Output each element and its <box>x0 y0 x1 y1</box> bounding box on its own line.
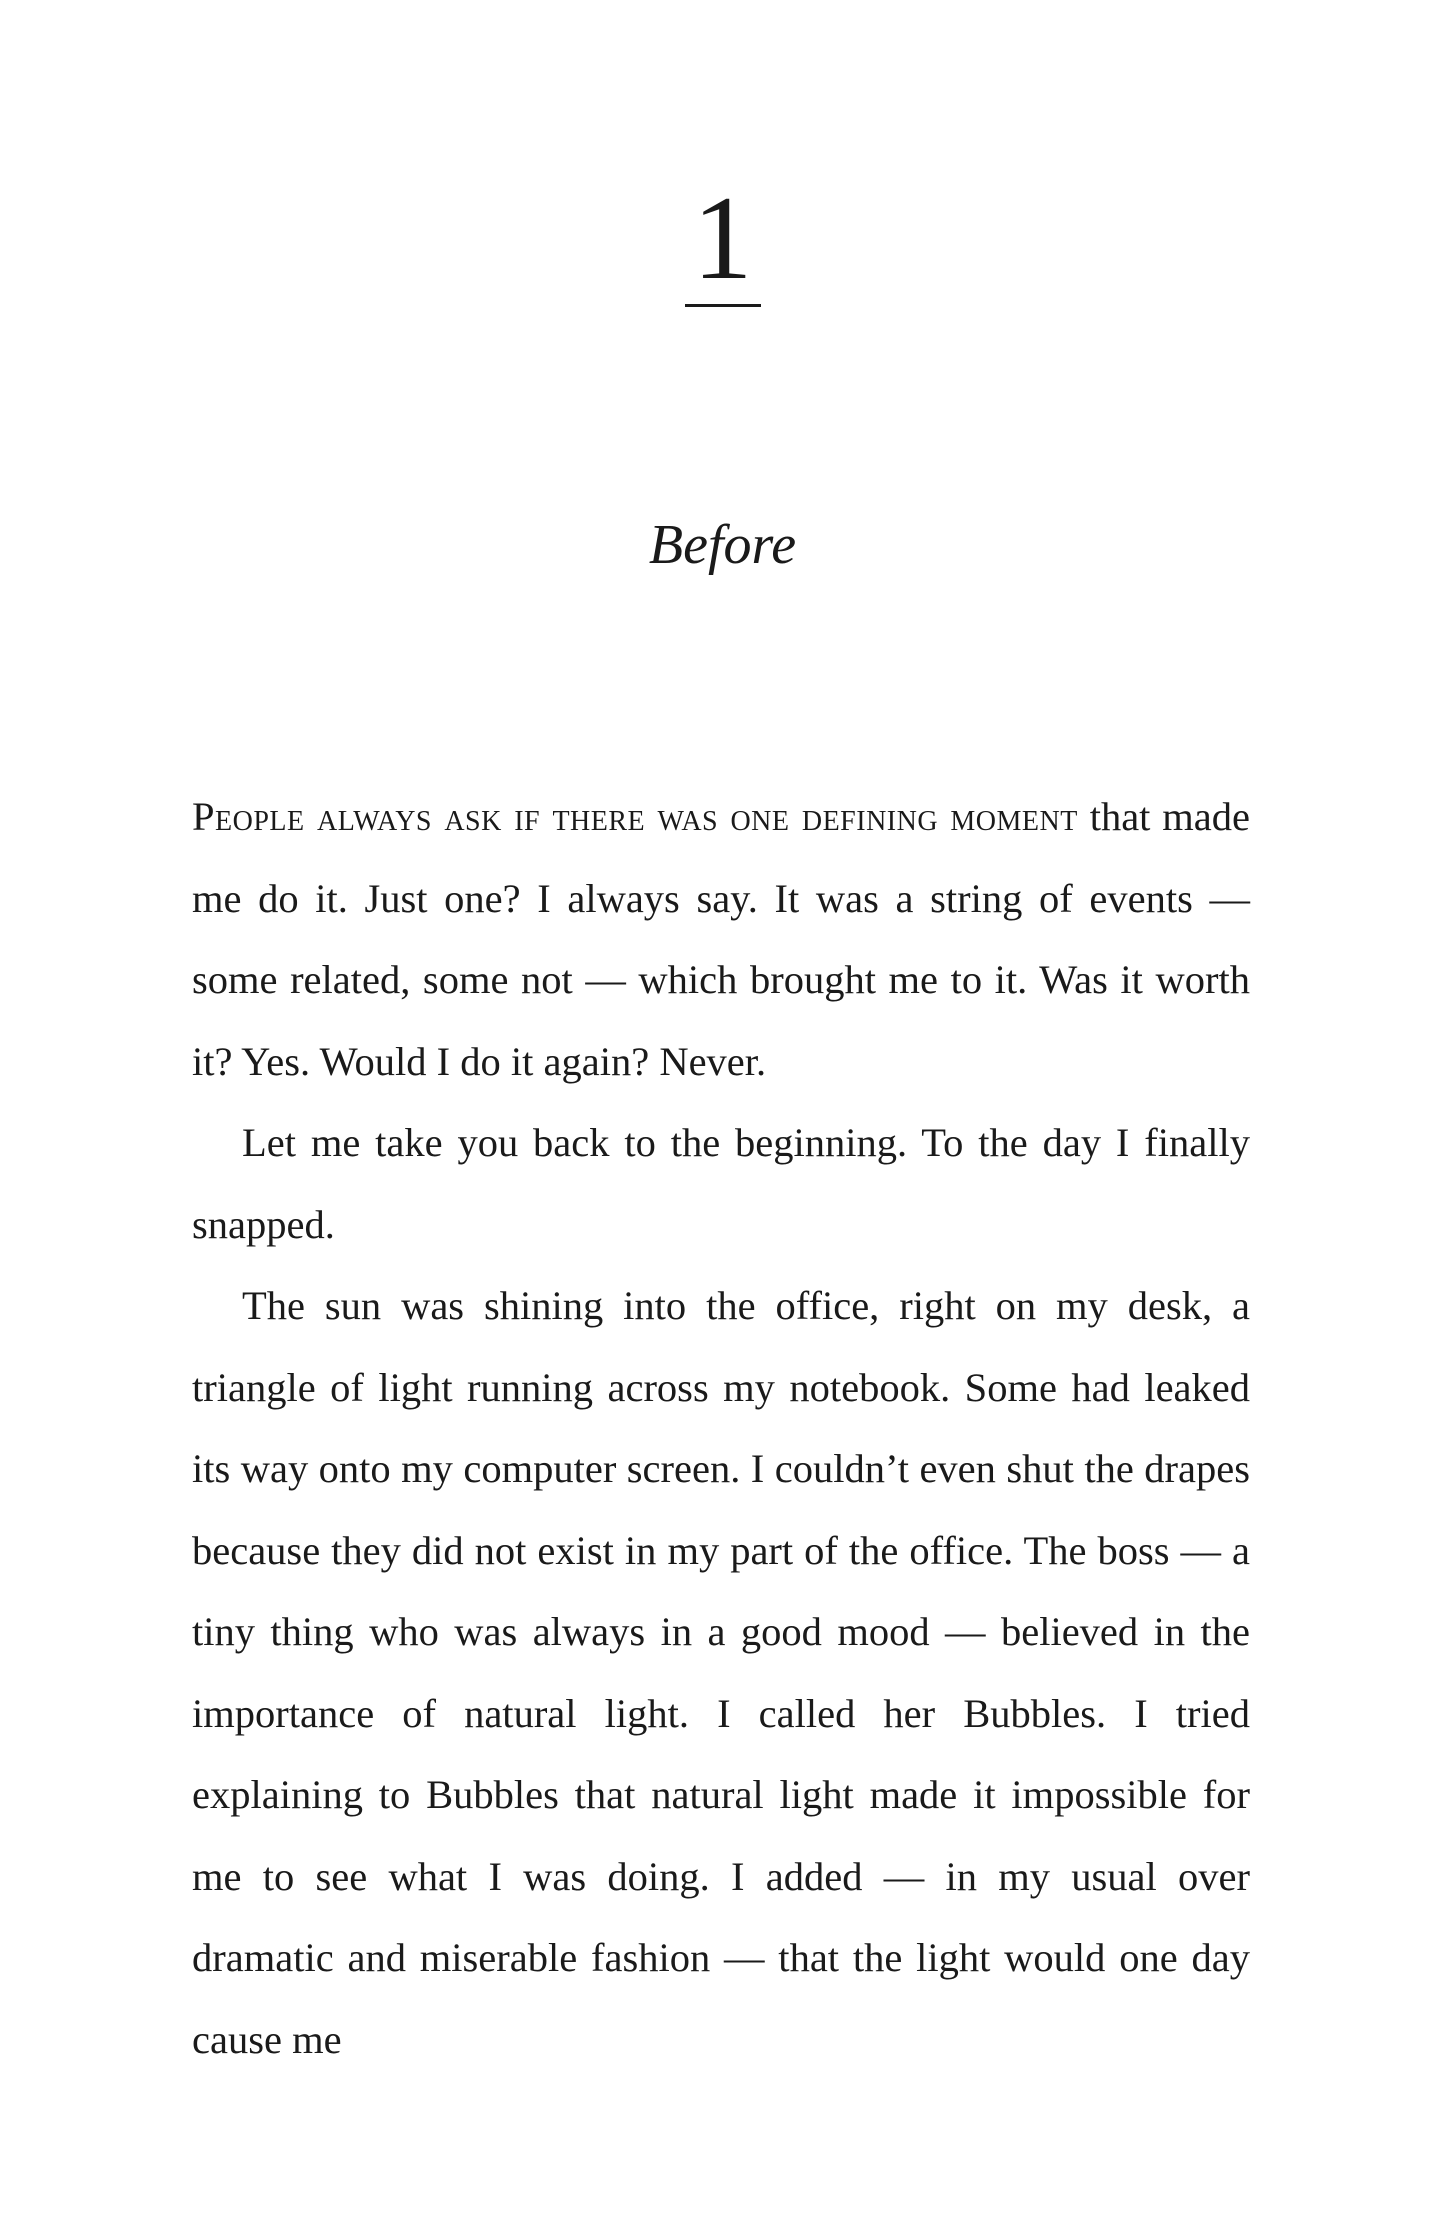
chapter-number-text: 1 <box>685 178 761 307</box>
chapter-title: Before <box>648 514 797 576</box>
paragraph-1 <box>192 776 1250 1102</box>
paragraph-3: The sun was shining into the office, right on my desk, a triangle of light running across my notebook. Some had leaked its way onto my computer screen. I couldn’t even shut the drapes because they did not exist in my part of the office. The boss — a tiny thing who was always in a good mood — believed in the importance of natural light. I called her Bubbles. I tried explaining to Bubbles that natural light made it impossible for me to see what I was doing. I added — in my usual over dramatic and miserable fashion — that the light would one day cause me <box>192 1283 1250 2062</box>
paragraph-2: Let me take you back to the beginning. To the day I finally snapped. <box>192 1120 1250 1247</box>
chapter-number <box>0 171 1445 307</box>
paragraph-1-lead-in: People always ask if there was one defining moment <box>192 794 1078 839</box>
chapter-body <box>192 776 1250 2080</box>
paragraph-1-text: that made me do it. Just one? I always say. It was a string of events — some related, some not — which brought me to it. Was it worth it? Yes. Would I do it again? Never. <box>192 794 1250 1084</box>
